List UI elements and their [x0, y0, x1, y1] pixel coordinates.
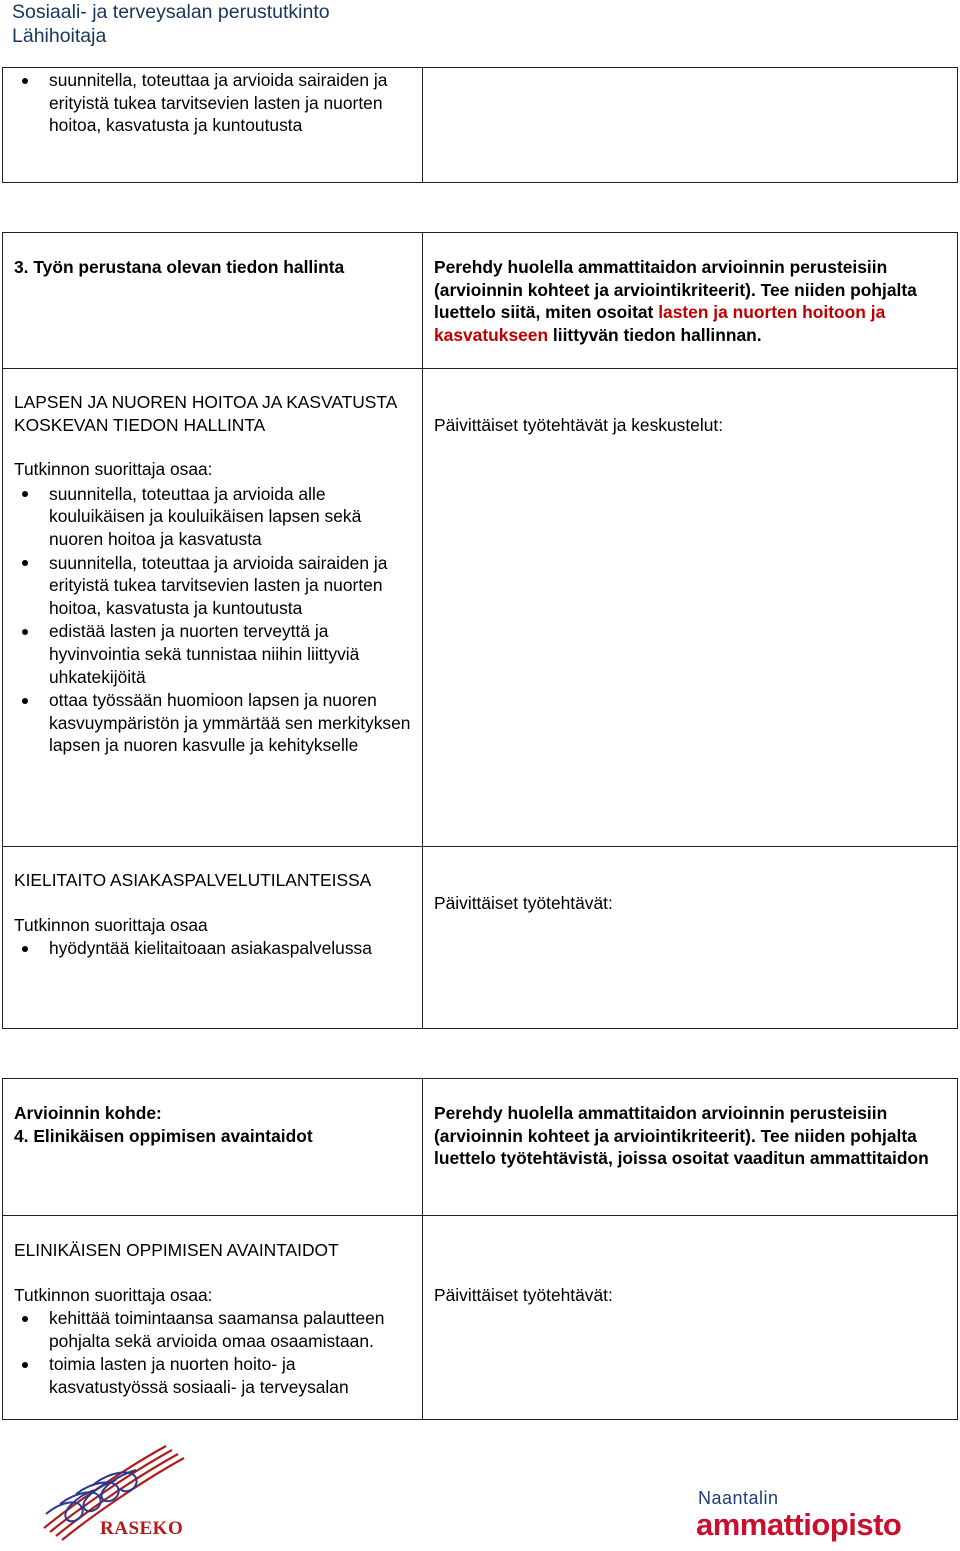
section-title: 3. Työn perustana olevan tiedon hallinta	[14, 257, 345, 277]
list-item: toimia lasten ja nuorten hoito- ja kasvatustyössä sosiaali- ja terveysalan	[14, 1353, 412, 1398]
list-item: hyödyntää kielitaitoaan asiakaspalvelussa	[14, 937, 412, 960]
daily-tasks-label: Päivittäiset työtehtävät ja keskustelut:	[434, 415, 724, 435]
section-title: 4. Elinikäisen oppimisen avaintaidot	[14, 1125, 313, 1146]
cell-instructions	[423, 1079, 958, 1216]
header-degree: Sosiaali- ja terveysalan perustutkinto	[12, 1, 330, 23]
naantalin-ammattiopisto-logo	[696, 1488, 926, 1548]
instructions-highlight: lasten ja nuorten hoitoon ja kasvatukseen	[434, 302, 886, 345]
cell-continuation-right	[423, 68, 958, 183]
table-continuation	[2, 67, 958, 183]
cell-daily-tasks	[423, 847, 958, 1029]
raseko-wordmark: RASEKO	[100, 1518, 184, 1539]
cell-instructions	[423, 233, 958, 369]
criteria-intro: Tutkinnon suorittaja osaa	[14, 914, 208, 935]
bullet-list	[14, 483, 412, 757]
daily-tasks-label: Päivittäiset työtehtävät:	[434, 1285, 613, 1305]
list-item: suunnitella, toteuttaa ja arvioida sairaiden ja erityistä tukea tarvitsevien lasten ja nuorten hoitoa, kasvatusta ja kuntoutusta	[14, 69, 412, 137]
cell-lifelong-criteria	[3, 1216, 423, 1420]
bullet-list	[14, 1307, 412, 1398]
table-lifelong-learning	[2, 1078, 958, 1420]
criteria-heading: ELINIKÄISEN OPPIMISEN AVAINTAIDOT	[14, 1240, 339, 1260]
instructions-text-end: liittyvän tiedon hallinnan.	[548, 324, 762, 345]
criteria-heading: LAPSEN JA NUOREN HOITOA JA KASVATUSTA KOSKEVAN TIEDON HALLINTA	[14, 392, 397, 435]
list-item: ottaa työssään huomioon lapsen ja nuoren kasvuympäristön ja ymmärtää sen merkityksen lapsen ja nuoren kasvulle ja kehitykselle	[14, 689, 412, 757]
cell-knowledge-criteria	[3, 369, 423, 847]
instructions-text: Perehdy huolella ammattitaidon arvioinnin perusteisiin (arvioinnin kohteet ja arviointikriteerit). Tee niiden pohjalta luettelo siitä, miten osoitat	[434, 257, 917, 323]
bullet-list	[14, 69, 412, 137]
cell-language-criteria	[3, 847, 423, 1029]
raseko-logo	[36, 1440, 206, 1544]
instructions-text: Perehdy huolella ammattitaidon arvioinnin perusteisiin (arvioinnin kohteet ja arviointikriteerit). Tee niiden pohjalta luettelo työtehtävistä, joissa osoitat vaaditun ammattitaidon	[434, 1103, 929, 1169]
header-profession: Lähihoitaja	[12, 25, 107, 47]
logo-line-naantalin: Naantalin	[698, 1488, 779, 1508]
logo-line-ammattiopisto: ammattiopisto	[696, 1507, 902, 1542]
cell-assessment-target	[3, 233, 423, 369]
criteria-intro: Tutkinnon suorittaja osaa:	[14, 459, 213, 480]
document-header	[12, 0, 330, 48]
list-item: suunnitella, toteuttaa ja arvioida sairaiden ja erityistä tukea tarvitsevien lasten ja nuorten hoitoa, kasvatusta ja kuntoutusta	[14, 552, 412, 620]
bullet-list	[14, 937, 412, 960]
criteria-heading: KIELITAITO ASIAKASPALVELUTILANTEISSA	[14, 870, 372, 890]
daily-tasks-label: Päivittäiset työtehtävät:	[434, 893, 613, 913]
criteria-intro: Tutkinnon suorittaja osaa:	[14, 1284, 213, 1305]
cell-continuation-left	[3, 68, 423, 183]
cell-assessment-target	[3, 1079, 423, 1216]
cell-daily-tasks	[423, 1216, 958, 1420]
list-item: edistää lasten ja nuorten terveyttä ja hyvinvointia sekä tunnistaa niihin liittyviä uhkatekijöitä	[14, 620, 412, 688]
assessment-target-label: Arvioinnin kohde:	[14, 1103, 162, 1123]
table-knowledge	[2, 232, 958, 1029]
cell-daily-tasks	[423, 369, 958, 847]
list-item: suunnitella, toteuttaa ja arvioida alle kouluikäisen ja kouluikäisen lapsen sekä nuoren hoitoa ja kasvatusta	[14, 483, 412, 551]
list-item: kehittää toimintaansa saamansa palautteen pohjalta sekä arvioida omaa osaamistaan.	[14, 1307, 412, 1352]
